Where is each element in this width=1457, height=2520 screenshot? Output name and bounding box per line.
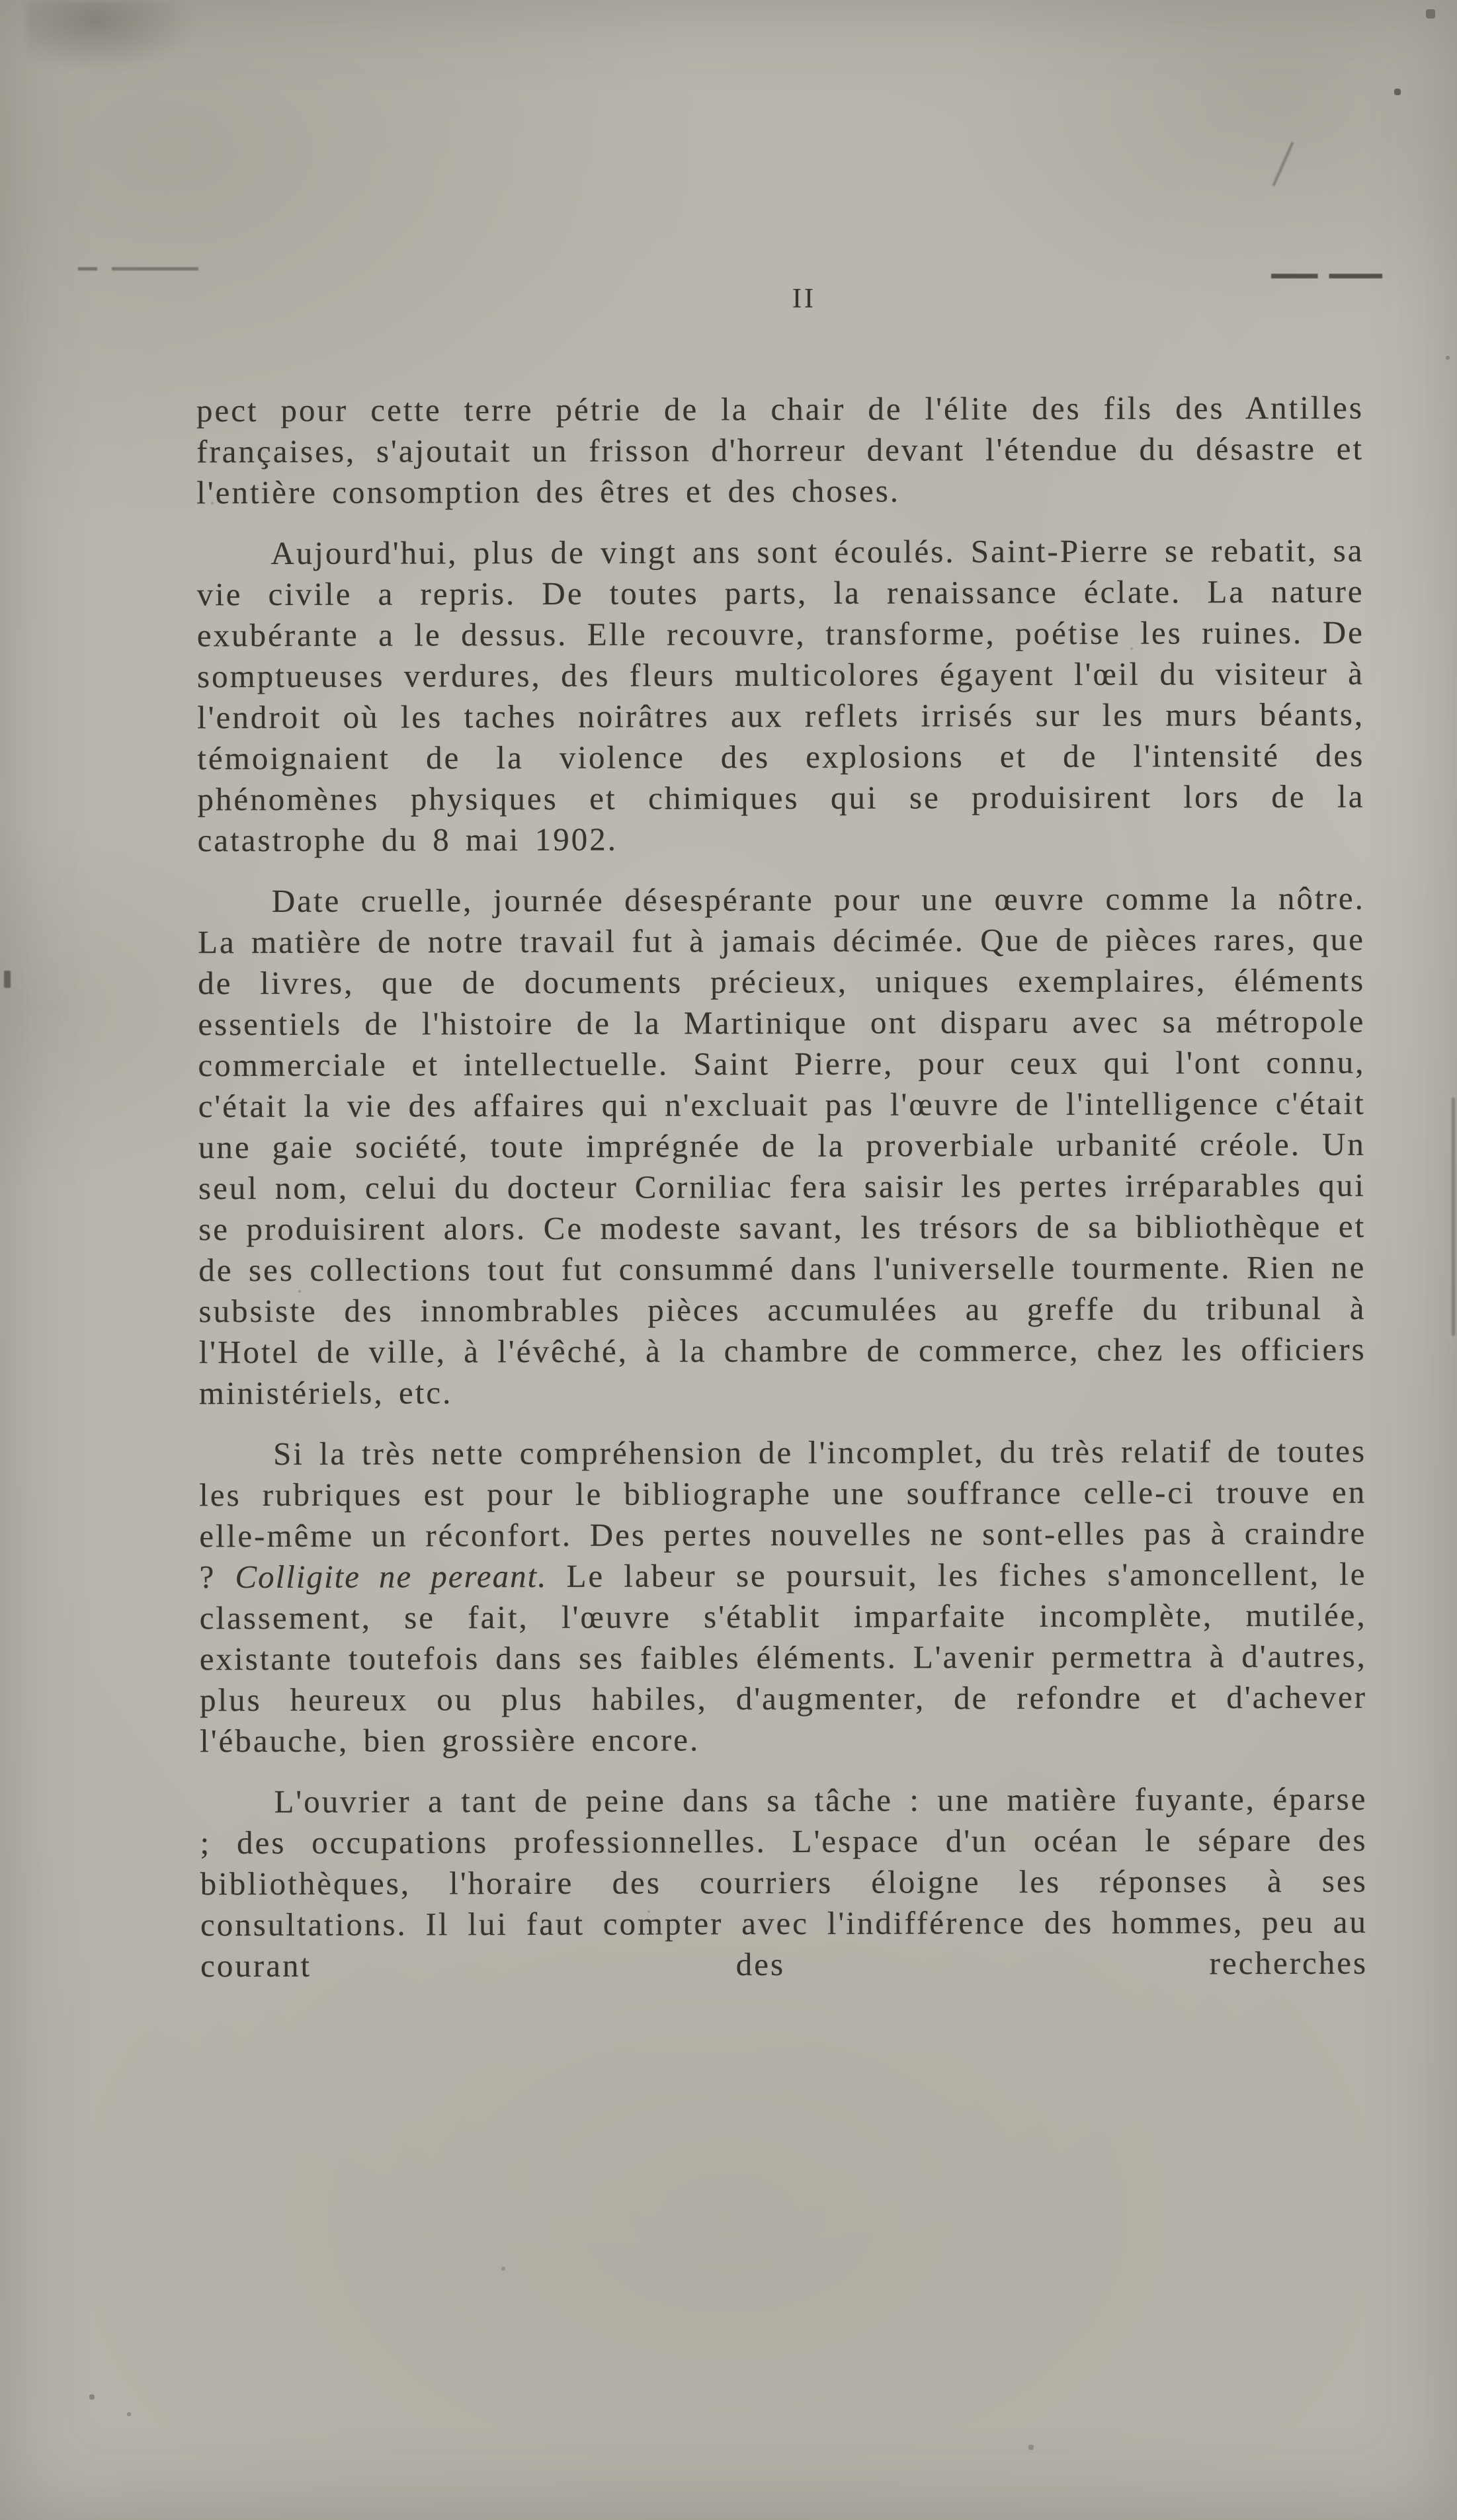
text-block [196,387,1368,1987]
paragraph-4-text-after: Le labeur se poursuit, les fiches s'amoncellent, le classement, se fait, l'œuvre s'établit imparfaite incomplète, mutilée, existante toutefois dans ses faibles éléments. L'avenir permettra à d'autres, plus heureux ou plus habiles, d'augmenter, de refondre et d'achever l'ébauche, bien grossière encore. [199,1555,1368,1760]
paragraph-2: Aujourd'hui, plus de vingt ans sont écoulés. Saint-Pierre se rebatit, sa vie civile a repris. De toutes parts, la renaissance éclate. La nature exubérante a le dessus. Elle recouvre, transforme, poétise les ruines. De somptueuses verdures, des fleurs multicolores égayent l'œil du visiteur à l'endroit où les taches noirâtres aux reflets irrisés sur les murs béants, témoignaient de la violence des explosions et de l'intensité des phénomènes physiques et chimiques qui se produisirent lors de la catastrophe du 8 mai 1902. [196,532,1365,859]
scan-artifact-slash [1272,142,1294,186]
scan-artifact-dash-left [78,267,198,270]
paragraph-4-text-before: Si la très nette compréhension de l'incomplet, du très relatif de toutes les rubriques est pour le bibliographe une souffrance celle-ci trouve en elle-même un réconfort. Des pertes nouvelles ne sont-elles pas à craindre ? [199,1432,1367,1596]
scan-artifact-margin-mark [4,971,11,988]
paragraph-4 [199,1431,1367,1762]
scan-artifact-edge-streak [1452,1098,1455,1336]
scan-artifact-dash-right [1271,274,1382,278]
latin-phrase-italic: Colligite ne pereant. [235,1557,548,1596]
scan-smudge-top-left [26,0,198,73]
paragraph-5: L'ouvrier a tant de peine dans sa tâche : une matière fuyante, éparse ; des occupations professionnelles. L'espace d'un océan le sépare des bibliothèques, l'horaire des courriers éloigne les réponses à ses consultations. Il lui faut compter avec l'indifférence des hommes, peu au courant des recherches [200,1780,1368,1984]
paragraph-1: pect pour cette terre pétrie de la chair de l'élite des fils des Antilles françaises, s'ajoutait un frisson d'horreur devant l'étendue du désastre et l'entière consomption des êtres et des choses. [196,389,1364,511]
page-number: II [792,284,816,314]
paper-specks [0,0,1,1]
paragraph-3: Date cruelle, journée désespérante pour une œuvre comme la nôtre. La matière de notre travail fut à jamais décimée. Que de pièces rares, que de livres, que de documents précieux, uniques exemplaires, éléments essentiels de l'histoire de la Martinique ont disparu avec sa métropole commerciale et intellectuelle. Saint Pierre, pour ceux qui l'ont connu, c'était la vie des affaires qui n'excluait pas l'œuvre de l'intelligence c'était une gaie société, toute imprégnée de la proverbiale urbanité créole. Un seul nom, celui du docteur Corniliac fera saisir les pertes irréparables qui se produisirent alors. Ce modeste savant, les trésors de sa bibliothèque et de ses collections tout fut consummé dans l'universelle tourmente. Rien ne subsiste des innombrables pièces accumulées au greffe du tribunal à l'Hotel de ville, à l'évêché, à la chambre de commerce, chez les officiers ministériels, etc. [197,879,1366,1412]
